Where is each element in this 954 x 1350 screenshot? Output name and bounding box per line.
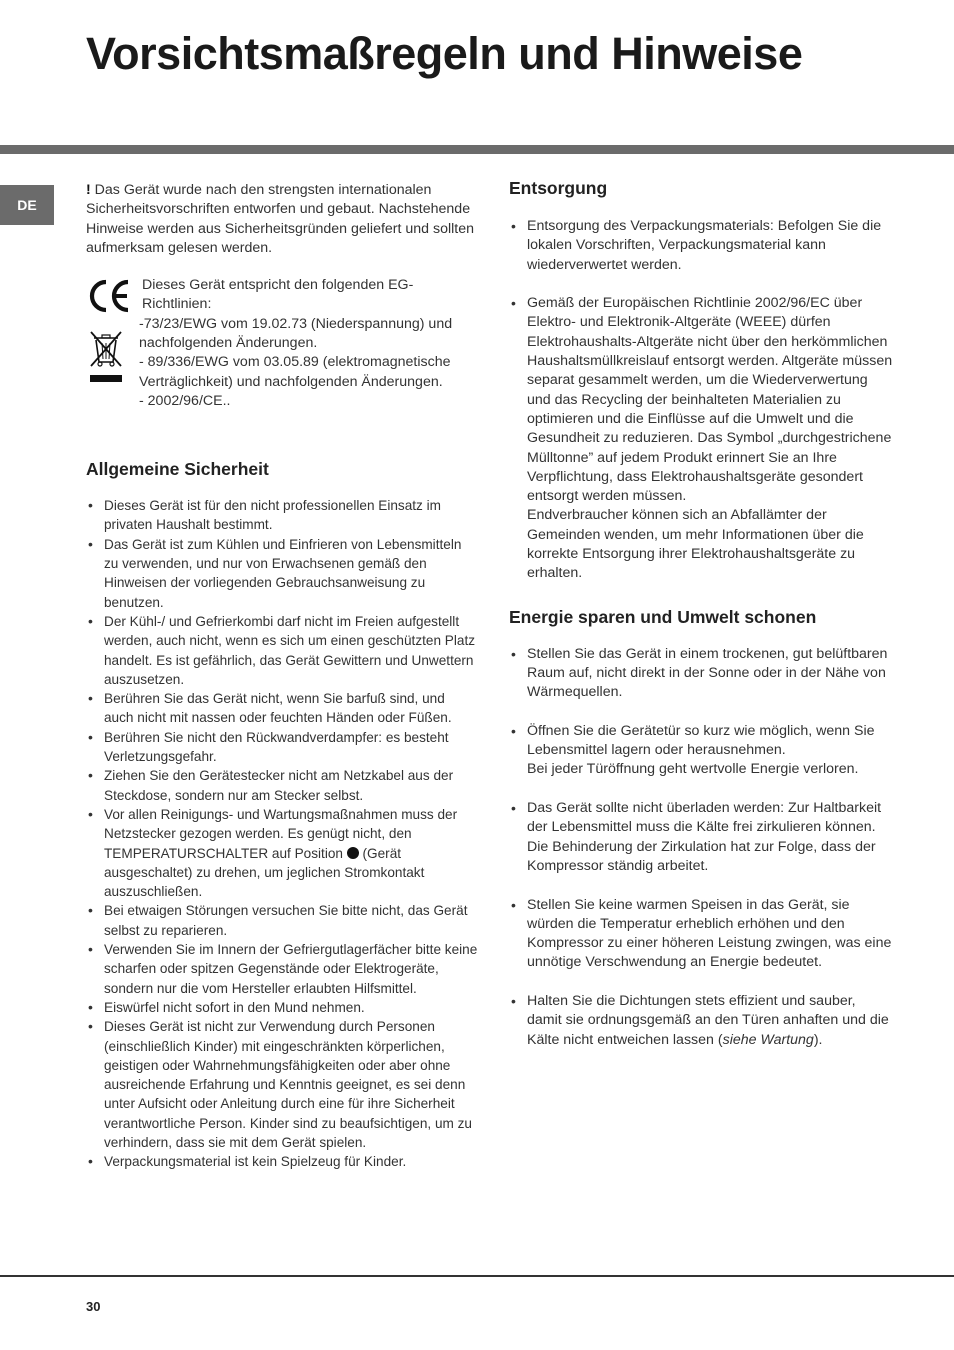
- warning-mark: !: [86, 182, 91, 198]
- list-item: • Bei etwaigen Störungen versuchen Sie bitte nicht, das Gerät selbst zu reparieren.: [86, 901, 478, 940]
- list-item: • Stellen Sie das Gerät in einem trockenen, gut belüftbaren Raum auf, nicht direkt in der Sonne oder in der Nähe von Wärmequellen.: [509, 645, 894, 703]
- list-item: • Stellen Sie keine warmen Speisen in das Gerät, sie würden die Temperatur erheblich erhöhen und den Kompressor zu einer höheren Leistung zwingen, was eine unnötige Verschwendung an Energie bedeutet.: [509, 896, 894, 973]
- cross-reference: siehe Wartung: [722, 1031, 814, 1048]
- list-item: [86, 805, 478, 901]
- list-item: • Berühren Sie das Gerät nicht, wenn Sie barfuß sind, und auch nicht mit nassen oder feuchten Händen oder Füßen.: [86, 689, 478, 728]
- page-title: Vorsichtsmaßregeln und Hinweise: [86, 28, 803, 79]
- list-item: • Verpackungsmaterial ist kein Spielzeug für Kinder.: [86, 1152, 478, 1171]
- ce-line: - 2002/96/CE..: [139, 392, 231, 409]
- list-item: • Das Gerät ist zum Kühlen und Einfrieren von Lebensmitteln zu verwenden, und nur von Erwachsenen gemäß den Hinweisen der vorliegenden Gebrauchsanweisung zu benutzen.: [86, 535, 478, 612]
- ce-directives-text: [139, 276, 469, 411]
- intro-text: Das Gerät wurde nach den strengsten internationalen Sicherheitsvorschriften entworfen und gebaut. Nachstehende Hinweise werden aus Sicherheitsgründen geliefert und sollten aufmerksam gelesen werden.: [86, 182, 475, 256]
- list-item-text: ).: [813, 1031, 823, 1048]
- list-item: • Dieses Gerät ist für den nicht professionellen Einsatz im privaten Haushalt bestimmt.: [86, 496, 478, 535]
- list-item: • Entsorgung des Verpackungsmaterials: Befolgen Sie die lokalen Vorschriften, Verpackungsmaterial kann wiederverwertet werden.: [509, 217, 894, 275]
- list-item: [509, 722, 894, 780]
- list-item: [509, 294, 894, 583]
- disposal-list: [509, 217, 894, 584]
- general-safety-heading: Allgemeine Sicherheit: [86, 459, 269, 480]
- list-item: • Berühren Sie nicht den Rückwandverdampfer: es besteht Verletzungsgefahr.: [86, 728, 478, 767]
- list-item-text: Öffnen Sie die Gerätetür so kurz wie möglich, wenn Sie Lebensmittel lagern oder herausnehmen.: [527, 722, 875, 759]
- ce-line: Dieses Gerät entspricht den folgenden EG-Richtlinien:: [142, 277, 414, 313]
- energy-list: [509, 645, 894, 1050]
- position-dot-icon: [347, 847, 359, 859]
- disposal-heading: Entsorgung: [509, 178, 608, 198]
- ce-mark-icon: [86, 276, 132, 316]
- intro-paragraph: [86, 181, 478, 258]
- right-column: [509, 177, 894, 1069]
- list-item-text: Vor allen Reinigungs- und Wartungsmaßnahmen muss der Netzstecker gezogen werden. Es genügt nicht, den TEMPERATURSCHALTER auf Position: [104, 806, 458, 861]
- list-item: [509, 992, 894, 1050]
- list-item: • Ziehen Sie den Gerätestecker nicht am Netzkabel aus der Steckdose, sondern nur am Stecker selbst.: [86, 766, 478, 805]
- general-safety-list: [86, 496, 478, 1171]
- language-tab: DE: [0, 185, 54, 225]
- page-number: 30: [86, 1299, 101, 1314]
- ce-line: - 89/336/EWG vom 03.05.89 (elektromagnetische Verträglichkeit) und nachfolgenden Änderungen.: [139, 354, 451, 390]
- ce-line: -73/23/EWG vom 19.02.73 (Niederspannung) und nachfolgenden Änderungen.: [139, 315, 453, 352]
- list-item: • Dieses Gerät ist nicht zur Verwendung durch Personen (einschließlich Kinder) mit eingeschränkten körperlichen, geistigen oder Wahrnehmungsfähigkeiten oder aber ohne ausreichende Erfahrung und Kenntnis geeignet, es sei denn unter Aufsicht oder Anleitung durch eine für ihre Sicherheit verantwortliche Person. Kinder sind zu beaufsichtigen, um zu verhindern, dass sie mit dem Gerät spielen.: [86, 1017, 478, 1152]
- header-divider: [0, 145, 954, 154]
- crossed-bin-icon: [86, 328, 126, 384]
- list-item: • Verwenden Sie im Innern der Gefriergutlagerfächer bitte keine scharfen oder spitzen Gegenstände oder Elektrogeräte, sondern nur die vom Hersteller erlaubten Hilfsmittel.: [86, 940, 478, 998]
- compliance-icons: [86, 276, 132, 384]
- ce-compliance-block: [86, 276, 478, 436]
- list-item-text: Gemäß der Europäischen Richtlinie 2002/96/EC über Elektro- und Elektronik-Altgeräte (WEEE) dürfen Elektrohaushalts-Altgeräte nicht über den herkömmlichen Haushaltsmüllkreislauf entsorgt werden. Altgeräte müssen separat gesammelt werden, um die Wiederverwertung und das Recycling der beinhalteten Materialien zu optimieren und die Einflüsse auf die Umwelt und die Gesundheit zu reduzieren. Das Symbol „durchgestrichene Mülltonne” auf jedem Produkt erinnert Sie an Ihre Verpflichtung, dass Elektrohaushaltsgeräte gesondert entsorgt werden müssen.: [527, 295, 893, 505]
- left-column: [86, 181, 478, 1172]
- energy-heading: Energie sparen und Umwelt schonen: [509, 606, 817, 627]
- list-item-text: (Gerät ausgeschaltet) zu drehen, um jeglichen Stromkontakt auszuschließen.: [104, 845, 425, 900]
- footer-divider: [0, 1275, 954, 1277]
- list-item-text: Halten Sie die Dichtungen stets effizient und sauber, damit sie ordnungsgemäß an den Türen anhaften und die Kälte nicht entweichen lassen (: [527, 992, 889, 1048]
- list-item-text: Endverbraucher können sich an Abfallämter der Gemeinden wenden, um mehr Informationen über die korrekte Entsorgung ihrer Elektrohaushaltsgeräte zu erhalten.: [527, 507, 864, 582]
- list-item: • Der Kühl-/ und Gefrierkombi darf nicht im Freien aufgestellt werden, auch nicht, wenn es sich um einen geschützten Platz handelt. Es ist gefährlich, das Gerät Gewittern und Unwettern auszusetzen.: [86, 612, 478, 689]
- list-item: • Eiswürfel nicht sofort in den Mund nehmen.: [86, 998, 478, 1017]
- list-item-text: Bei jeder Türöffnung geht wertvolle Energie verloren.: [527, 761, 859, 778]
- list-item: • Das Gerät sollte nicht überladen werden: Zur Haltbarkeit der Lebensmittel muss die Kälte frei zirkulieren können. Die Behinderung der Zirkulation hat zur Folge, dass der Kompressor ständig arbeitet.: [509, 799, 894, 876]
